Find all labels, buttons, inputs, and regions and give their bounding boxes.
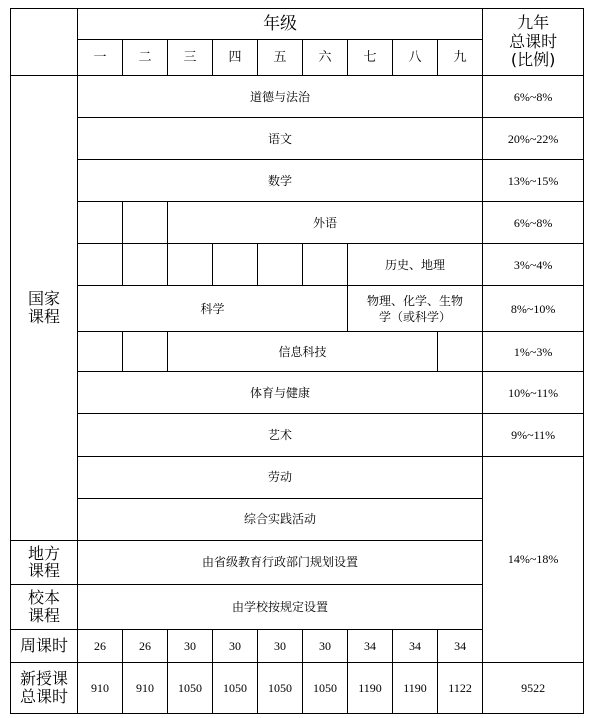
new-hours-label-line1: 新授课: [19, 669, 68, 689]
subject-morality-law: 道德与法治: [78, 76, 483, 118]
school-label-line1: 校本: [27, 588, 60, 608]
local-label-line1: 地方: [27, 543, 60, 563]
grade-group-header: 年级: [78, 9, 483, 40]
subject-labor: 劳动: [78, 456, 483, 498]
empty-cell: [213, 244, 258, 286]
new-hours-g4: 1050: [213, 662, 258, 713]
school-curriculum-desc: 由学校按规定设置: [78, 584, 483, 629]
school-curriculum-label: [11, 584, 78, 629]
phys-chem-bio-line1: 物理、化学、生物: [367, 293, 464, 308]
new-hours-total: 9522: [483, 662, 584, 713]
subject-phys-chem-bio: [348, 286, 483, 332]
weekly-hours-label: 周课时: [11, 629, 78, 662]
new-hours-label: [11, 662, 78, 713]
ratio-math: 13%~15%: [483, 160, 584, 202]
ratio-chinese: 20%~22%: [483, 118, 584, 160]
empty-cell: [123, 202, 168, 244]
national-label-line2: 课程: [27, 306, 60, 326]
grade-header-6: 六: [303, 40, 348, 76]
grade-header-9: 九: [438, 40, 483, 76]
new-hours-label-line2: 总课时: [19, 686, 68, 706]
subject-practice: 综合实践活动: [78, 498, 483, 540]
empty-cell: [168, 244, 213, 286]
curriculum-table: [10, 8, 584, 714]
subject-pe-health: 体育与健康: [78, 372, 483, 414]
new-hours-g5: 1050: [258, 662, 303, 713]
weekly-hours-g2: 26: [123, 629, 168, 662]
ratio-pe-health: 10%~11%: [483, 372, 584, 414]
grade-header-3: 三: [168, 40, 213, 76]
empty-cell: [258, 244, 303, 286]
new-hours-g9: 1122: [438, 662, 483, 713]
corner-cell: [11, 9, 78, 76]
local-label-line2: 课程: [27, 561, 60, 581]
ratio-it: 1%~3%: [483, 332, 584, 372]
grade-header-5: 五: [258, 40, 303, 76]
weekly-hours-g7: 34: [348, 629, 393, 662]
new-hours-g1: 910: [78, 662, 123, 713]
school-label-line2: 课程: [27, 605, 60, 625]
weekly-hours-g3: 30: [168, 629, 213, 662]
ratio-history-geography: 3%~4%: [483, 244, 584, 286]
subject-math: 数学: [78, 160, 483, 202]
phys-chem-bio-line2: 学（或科学）: [379, 309, 452, 324]
new-hours-g6: 1050: [303, 662, 348, 713]
grade-header-2: 二: [123, 40, 168, 76]
empty-cell: [78, 244, 123, 286]
grade-header-4: 四: [213, 40, 258, 76]
subject-foreign-language: 外语: [168, 202, 483, 244]
empty-cell: [123, 332, 168, 372]
ratio-morality-law: 6%~8%: [483, 76, 584, 118]
empty-cell: [303, 244, 348, 286]
weekly-hours-g6: 30: [303, 629, 348, 662]
new-hours-g3: 1050: [168, 662, 213, 713]
ratio-foreign-language: 6%~8%: [483, 202, 584, 244]
empty-cell: [123, 244, 168, 286]
weekly-hours-g4: 30: [213, 629, 258, 662]
grade-header-1: 一: [78, 40, 123, 76]
national-curriculum-label: [11, 76, 78, 541]
ratio-art: 9%~11%: [483, 414, 584, 456]
subject-art: 艺术: [78, 414, 483, 456]
ratio-labor-practice-local-school: 14%~18%: [483, 456, 584, 662]
subject-it: 信息科技: [168, 332, 438, 372]
subject-history-geography: 历史、地理: [348, 244, 483, 286]
ratio-science: 8%~10%: [483, 286, 584, 332]
local-curriculum-desc: 由省级教育行政部门规划设置: [78, 540, 483, 584]
total-header-line2: 总课时: [509, 31, 558, 51]
new-hours-g7: 1190: [348, 662, 393, 713]
national-label-line1: 国家: [27, 289, 60, 309]
grade-header-8: 八: [393, 40, 438, 76]
subject-science: 科学: [78, 286, 348, 332]
empty-cell: [78, 332, 123, 372]
total-header-line1: 九年: [517, 13, 550, 33]
new-hours-g8: 1190: [393, 662, 438, 713]
grade-header-7: 七: [348, 40, 393, 76]
total-hours-header: [483, 9, 584, 76]
empty-cell: [78, 202, 123, 244]
weekly-hours-g8: 34: [393, 629, 438, 662]
new-hours-g2: 910: [123, 662, 168, 713]
weekly-hours-g1: 26: [78, 629, 123, 662]
total-header-line3: (比例): [510, 50, 556, 70]
weekly-hours-g9: 34: [438, 629, 483, 662]
weekly-hours-g5: 30: [258, 629, 303, 662]
local-curriculum-label: [11, 540, 78, 584]
subject-chinese: 语文: [78, 118, 483, 160]
empty-cell: [438, 332, 483, 372]
